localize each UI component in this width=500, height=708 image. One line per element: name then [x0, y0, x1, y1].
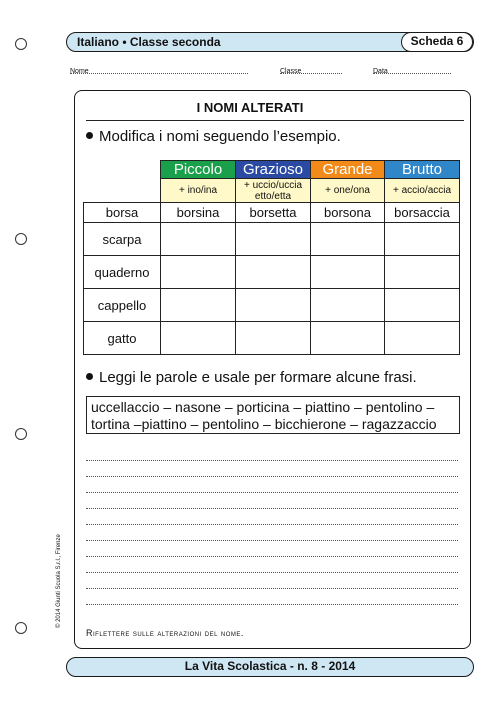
header-bar	[66, 32, 474, 52]
example-answer: borsetta	[236, 203, 311, 223]
binder-hole	[15, 428, 27, 440]
suffix-grazioso: + uccio/uccia etto/etta	[236, 179, 311, 203]
classe-field[interactable]	[280, 68, 342, 74]
answer-cell[interactable]	[385, 223, 460, 256]
row-word: quaderno	[84, 256, 161, 289]
row-word: scarpa	[84, 223, 161, 256]
writing-line[interactable]	[86, 492, 458, 493]
table-row	[84, 322, 460, 355]
binder-hole	[15, 233, 27, 245]
row-word: gatto	[84, 322, 161, 355]
classe-label: Classe	[280, 68, 302, 75]
writing-line[interactable]	[86, 476, 458, 477]
column-header-brutto: Brutto	[385, 161, 460, 179]
exercise1-instruction-text: Modifica i nomi seguendo l’esempio.	[99, 128, 341, 145]
answer-cell[interactable]	[236, 223, 311, 256]
example-answer: borsina	[161, 203, 236, 223]
answer-cell[interactable]	[311, 223, 385, 256]
answer-cell[interactable]	[161, 223, 236, 256]
word-list-line: uccellaccio – nasone – porticina – piattino – pentolino –	[91, 399, 435, 415]
binder-hole	[15, 622, 27, 634]
suffix-grande: + one/ona	[311, 179, 385, 203]
writing-line[interactable]	[86, 524, 458, 525]
suffix-piccolo: + ino/ina	[161, 179, 236, 203]
table-corner	[84, 179, 161, 203]
footer-note: Riflettere sulle alterazioni del nome.	[86, 628, 244, 638]
data-label: Data	[373, 68, 388, 75]
data-field[interactable]	[373, 68, 451, 74]
table-row	[84, 223, 460, 256]
title-divider	[86, 120, 464, 121]
answer-cell[interactable]	[236, 289, 311, 322]
alterations-table	[83, 160, 460, 355]
answer-cell[interactable]	[385, 289, 460, 322]
example-answer: borsaccia	[385, 203, 460, 223]
exercise1-instruction	[86, 128, 341, 145]
answer-cell[interactable]	[161, 322, 236, 355]
writing-line[interactable]	[86, 556, 458, 557]
writing-line[interactable]	[86, 604, 458, 605]
answer-cell[interactable]	[236, 256, 311, 289]
writing-line[interactable]	[86, 588, 458, 589]
copyright-text: © 2014 Giunti Scuola S.r.l., Firenze	[56, 534, 62, 628]
writing-line[interactable]	[86, 572, 458, 573]
scheda-label: Scheda 6	[401, 32, 473, 52]
table-row	[84, 289, 460, 322]
bullet-icon	[86, 373, 93, 380]
column-header-grande: Grande	[311, 161, 385, 179]
answer-cell[interactable]	[385, 256, 460, 289]
writing-line[interactable]	[86, 540, 458, 541]
exercise2-instruction-text: Leggi le parole e usale per formare alcune frasi.	[99, 369, 417, 386]
answer-cell[interactable]	[311, 322, 385, 355]
writing-line[interactable]	[86, 508, 458, 509]
table-row	[84, 256, 460, 289]
answer-cell[interactable]	[311, 289, 385, 322]
writing-line[interactable]	[86, 460, 458, 461]
answer-cell[interactable]	[385, 322, 460, 355]
row-word: cappello	[84, 289, 161, 322]
example-answer: borsona	[311, 203, 385, 223]
footer-bar	[66, 657, 474, 677]
exercise2-instruction	[86, 369, 417, 386]
table-corner	[84, 161, 161, 179]
nome-field[interactable]	[70, 68, 248, 74]
subject-label: Italiano • Classe seconda	[77, 35, 221, 49]
answer-cell[interactable]	[311, 256, 385, 289]
word-list-line: tortina –piattino – pentolino – bicchierone – ragazzaccio	[91, 416, 437, 432]
row-word-example: borsa	[84, 203, 161, 223]
bullet-icon	[86, 132, 93, 139]
suffix-brutto: + accio/accia	[385, 179, 460, 203]
binder-hole	[15, 38, 27, 50]
footer-text: La Vita Scolastica - n. 8 - 2014	[184, 659, 356, 673]
word-list-box	[86, 396, 460, 434]
nome-label: Nome	[70, 68, 89, 75]
column-header-piccolo: Piccolo	[161, 161, 236, 179]
page-title: I NOMI ALTERATI	[196, 100, 304, 115]
answer-cell[interactable]	[161, 256, 236, 289]
answer-cell[interactable]	[236, 322, 311, 355]
answer-cell[interactable]	[161, 289, 236, 322]
column-header-grazioso: Grazioso	[236, 161, 311, 179]
